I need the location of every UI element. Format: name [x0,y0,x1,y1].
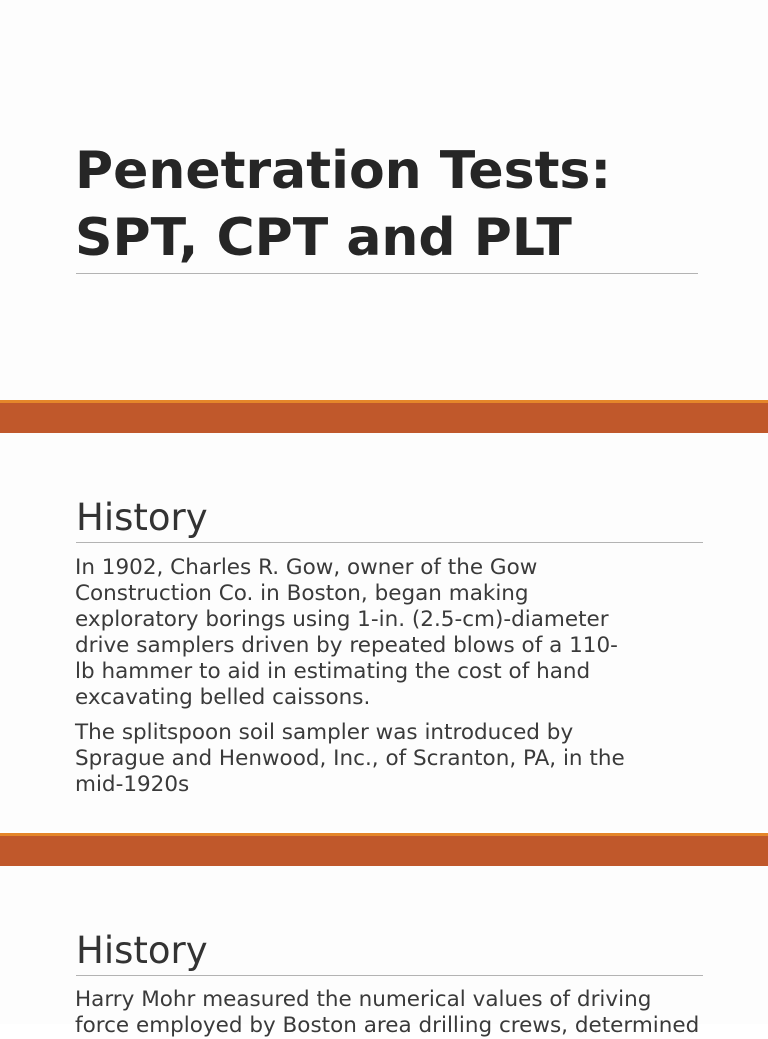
history-paragraph-mohr: Harry Mohr measured the numerical values of driving force employed by Boston area drilling crews, determined [75,987,700,1038]
section-heading: History [76,496,208,539]
history-paragraph-gow: In 1902, Charles R. Gow, owner of the Gow Construction Co. in Boston, began making exploratory borings using 1-in. (2.5-cm)-diameter drive samplers driven by repeated blows of a 110- lb hammer to aid in estimating the cost of hand excavating belled caissons. [75,555,618,710]
history-paragraph-splitspoon: The splitspoon soil sampler was introduced by Sprague and Henwood, Inc., of Scranton, PA, in the mid-1920s [75,720,625,797]
slide-separator [0,400,768,433]
heading-underline [76,542,703,543]
presentation-title: Penetration Tests: SPT, CPT and PLT [75,141,612,268]
heading-underline [76,975,703,976]
title-underline [76,273,698,274]
slide-separator [0,833,768,866]
section-heading: History [76,929,208,972]
